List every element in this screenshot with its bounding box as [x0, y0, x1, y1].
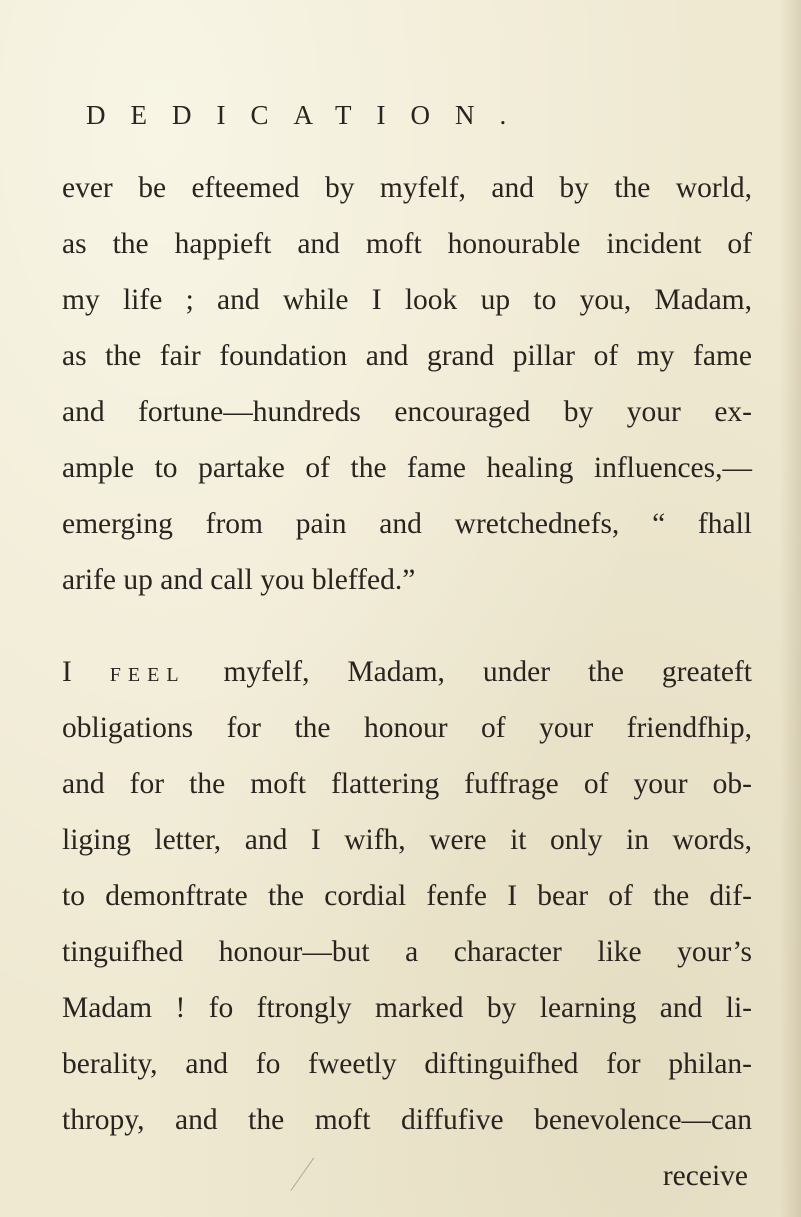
running-header: DEDICATION. — [86, 100, 532, 130]
page-body — [62, 160, 752, 1204]
text-line: thropy, and the moft diffufive benevolence—can — [62, 1104, 752, 1136]
text-line: obligations for the honour of your friendfhip, — [62, 712, 752, 744]
small-caps-word: FEEL — [109, 664, 186, 686]
text-line: Madam ! fo ftrongly marked by learning and li- — [62, 992, 752, 1024]
page-edge-shadow — [779, 0, 801, 1217]
paragraph-gap — [62, 608, 752, 644]
text-line: and fortune—hundreds encouraged by your ex- — [62, 396, 752, 428]
text-line: as the happieft and moft honourable incident of — [62, 228, 752, 260]
text-line: tinguifhed honour—but a character like your’s — [62, 936, 752, 968]
text-line: and for the moft flattering fuffrage of your ob- — [62, 768, 752, 800]
text-line: emerging from pain and wretchednefs, “ fhall — [62, 508, 752, 540]
text-line: arife up and call you bleffed.” — [62, 564, 416, 596]
text-line: ever be efteemed by myfelf, and by the world, — [62, 172, 752, 204]
text-line: as the fair foundation and grand pillar of my fame — [62, 340, 752, 372]
text-line-first — [62, 644, 752, 700]
first-line-rest: myfelf, Madam, under the greateft — [223, 656, 752, 688]
text-line: ample to partake of the fame healing influences,— — [62, 452, 752, 484]
text-line: liging letter, and I wifh, were it only in words, — [62, 824, 752, 856]
text-line: my life ; and while I look up to you, Madam, — [62, 284, 752, 316]
text-line: to demonftrate the cordial fenfe I bear of the dif- — [62, 880, 752, 912]
drop-word: I — [62, 656, 72, 688]
catchword: receive — [662, 1160, 748, 1192]
text-line: berality, and fo fweetly diftinguifhed for philan- — [62, 1048, 752, 1080]
